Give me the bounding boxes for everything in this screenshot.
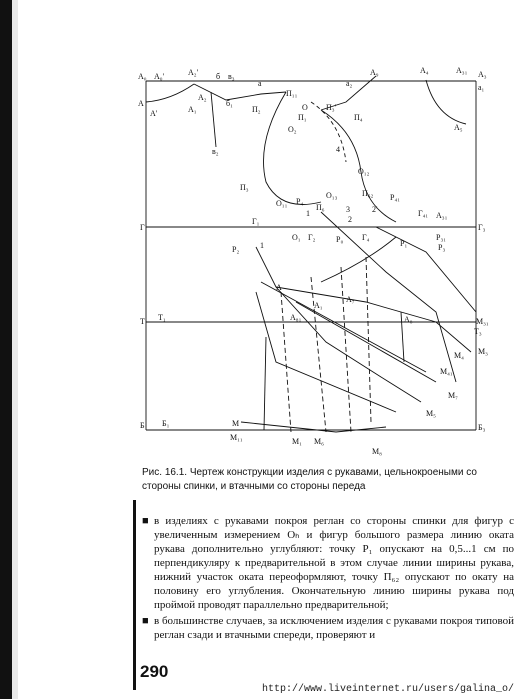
- label-A81: A₈₁: [290, 313, 302, 322]
- bullet-icon: ■: [142, 615, 149, 627]
- label-A5: A₅: [454, 123, 463, 132]
- label-P2: П₂: [252, 105, 261, 114]
- label-G41: Г₄₁: [418, 209, 429, 218]
- label-n1: 1: [306, 209, 310, 218]
- label-G1: Г₁: [252, 217, 260, 226]
- vert-1: [264, 337, 266, 430]
- label-G: Г: [140, 223, 145, 232]
- label-T1: Т₁: [158, 313, 166, 322]
- label-b2: в₂: [212, 147, 219, 156]
- label-P3p: П₃': [326, 103, 337, 112]
- label-M41: M₄₁: [440, 367, 453, 376]
- label-A_: A': [150, 109, 158, 118]
- label-O: O: [302, 103, 308, 112]
- label-P1b: P₁: [400, 239, 408, 248]
- label-P4b: P₄: [296, 197, 304, 206]
- book-binding-shadow: [0, 0, 12, 699]
- front-neck: [426, 80, 466, 124]
- binding-gap: [12, 0, 18, 699]
- label-A0: A₀: [138, 72, 147, 81]
- label-b1: б₁: [226, 99, 233, 108]
- label-O12: O₁₂: [358, 167, 370, 176]
- label-A1b: A₁: [314, 301, 323, 310]
- label-M4: M₄: [454, 351, 464, 360]
- margin-rule: [133, 500, 136, 690]
- label-A31b: A₃₁: [436, 211, 448, 220]
- label-G4: Г₄: [362, 233, 370, 242]
- label-a2: а₂: [346, 79, 353, 88]
- label-P11: П₁₁: [286, 89, 298, 98]
- label-O2: O₂: [288, 125, 297, 134]
- watermark-url: http://www.liveinternet.ru/users/galina_o/: [262, 684, 515, 695]
- diag-2: [256, 292, 396, 412]
- label-A9: A₉: [370, 68, 379, 77]
- label-M: M: [232, 419, 240, 428]
- label-P1: П₁: [298, 113, 307, 122]
- body-text: [142, 514, 514, 644]
- label-O1: O₁: [292, 233, 301, 242]
- label-M11: M₁₁: [230, 433, 243, 442]
- figure-caption: Рис. 16.1. Чертеж конструкции изделия с рукавами, цельнокроеными со стороны спинки, и втачными со стороны переда: [142, 467, 477, 492]
- label-a: а: [258, 79, 262, 88]
- paragraph-1-text: в изделиях с рукавами покроя реглан со стороны спинки для фигур с увеличенным измерением Oₕ и фигур большого размера линию оката рукава дополнительно углубляют: точку P₁ опускают на 0,5...1 см по перпендикуляру к предварительной в этом случае линии ширины рукава, нижний участок оката переоформляют, точку П₆₂ опускают по окату на половину его углубления. Окончательную линию ширины рукава под проймой проводят параллельно предварительной;: [154, 515, 514, 611]
- label-a1: а₁: [478, 83, 485, 92]
- sleeve-cap-lower: [321, 237, 396, 282]
- label-P62: П₆₂: [362, 189, 374, 198]
- label-P2b: P₂: [232, 245, 240, 254]
- label-A: A: [138, 99, 144, 108]
- label-M5: M₅: [426, 409, 436, 418]
- label-P41: P₄₁: [390, 193, 401, 202]
- label-M3: M₃: [478, 347, 488, 356]
- label-n1b: 1: [260, 241, 264, 250]
- label-T: Т: [140, 317, 145, 326]
- label-B1: Б₁: [162, 419, 170, 428]
- label-M31: M₃₁: [476, 317, 489, 326]
- label-G3: Г₃: [478, 223, 486, 232]
- label-b3: в₃: [228, 72, 235, 81]
- label-n2p: 2': [372, 205, 378, 214]
- label-M1: M₁: [292, 437, 302, 446]
- label-A2p: A₂': [188, 68, 199, 77]
- label-L: Λ: [276, 283, 282, 292]
- bullet-icon: ■: [142, 515, 149, 527]
- sleeve-hem: [241, 422, 386, 432]
- label-A31: A₃₁: [456, 66, 468, 75]
- paragraph-1: [142, 514, 514, 612]
- dart: [211, 92, 216, 147]
- paragraph-2: [142, 614, 514, 642]
- dash-3: [341, 267, 351, 432]
- label-P31: P₃₁: [436, 233, 447, 242]
- label-n2: 2: [348, 215, 352, 224]
- label-M6: M₆: [314, 437, 324, 446]
- label-A2: A₂: [198, 93, 207, 102]
- pattern-drawing: [136, 62, 496, 462]
- label-P0: P₀: [336, 235, 344, 244]
- armhole-back: [264, 92, 322, 205]
- label-A7: A₇: [346, 295, 355, 304]
- label-A8: A₈: [404, 315, 413, 324]
- label-A0p: A₀': [154, 72, 165, 81]
- label-P4: П₄: [354, 113, 363, 122]
- label-G2: Г₂: [308, 233, 316, 242]
- armhole-front: [321, 110, 396, 222]
- label-P6: П₆: [316, 203, 325, 212]
- label-B3: Б₃: [478, 423, 486, 432]
- label-M7: M₇: [448, 391, 458, 400]
- back-neck: [146, 84, 194, 102]
- label-n3: 3: [346, 205, 350, 214]
- label-A1: A₁: [188, 105, 197, 114]
- back-shoulder: [194, 84, 286, 100]
- label-B: Б: [140, 421, 145, 430]
- label-T3: Т₃: [474, 327, 482, 336]
- label-O13: O₁₃: [326, 191, 338, 200]
- label-P3: П₃: [240, 183, 249, 192]
- label-P3b: P₃: [438, 243, 446, 252]
- label-b: б: [216, 72, 221, 81]
- pattern-drawing-svg: [136, 62, 496, 462]
- label-n4: 4: [336, 145, 340, 154]
- label-M8: M₈: [372, 447, 382, 456]
- label-A4: A₄: [420, 66, 429, 75]
- sleeve-edge-4: [376, 227, 476, 312]
- label-A3: A₃: [478, 70, 487, 79]
- paragraph-2-text: в большинстве случаев, за исключением изделия с рукавами покроя типовой реглан сзади и втачными спереди, проверяют и: [154, 615, 514, 641]
- page-number: 290: [140, 662, 169, 681]
- label-O11: O₁₁: [276, 199, 288, 208]
